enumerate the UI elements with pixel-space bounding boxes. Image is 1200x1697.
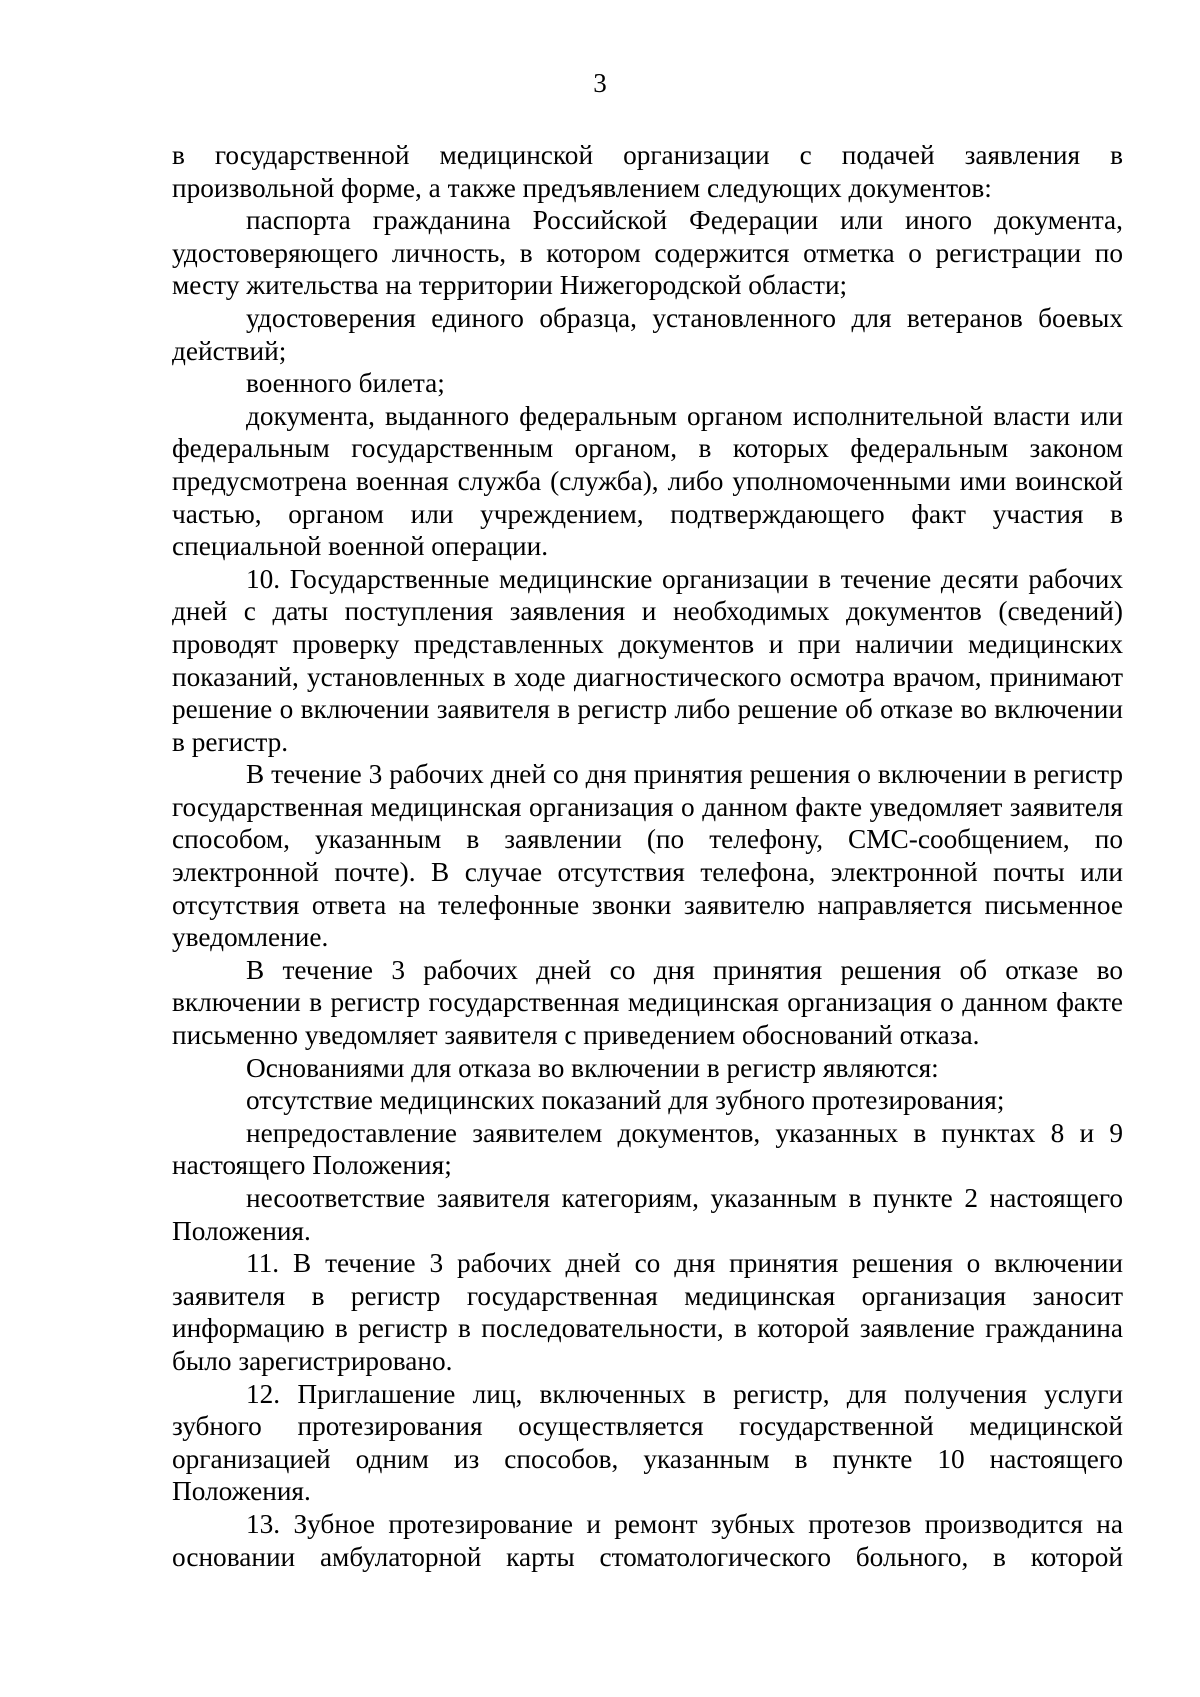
paragraph-military-id: военного билета; [246, 368, 445, 399]
paragraph-inclusion-notice: В течение 3 рабочих дней со дня принятия решения о включении в регистр государственная медицинская организация о данном факте уведомляет заявителя способом, указанным в заявлении (по телефону, СМС-сообщением, по электронной почте). В случае отсутствия телефона, электронной почты или отсутствия ответа на телефонные звонки заявителю направляется письменное уведомление. [172, 759, 1123, 953]
paragraph-item-12: 12. Приглашение лиц, включенных в регистр, для получения услуги зубного протезирования осуществляется государственной медицинской организацией одним из способов, указанным в пункте 10 настоящего Положения. [172, 1378, 1123, 1507]
paragraph-ground-category-mismatch: несоответствие заявителя категориям, указанным в пункте 2 настоящего Положения. [172, 1183, 1123, 1246]
paragraph-item-10: 10. Государственные медицинские организации в течение десяти рабочих дней с даты поступления заявления и необходимых документов (сведений) проводят проверку представленных документов и при наличии медицинских показаний, установленных в ходе диагностического осмотра врачом, принимают решение о включении заявителя в регистр либо решение об отказе во включении в регистр. [172, 563, 1123, 757]
paragraph-veteran-certificate: удостоверения единого образца, установленного для ветеранов боевых действий; [172, 302, 1123, 366]
document-body [172, 139, 1123, 1573]
paragraph-ground-no-documents: непредоставление заявителем документов, указанных в пунктах 8 и 9 настоящего Положения; [172, 1117, 1123, 1181]
paragraph-ground-no-indications: отсутствие медицинских показаний для зубного протезирования; [246, 1085, 1005, 1116]
paragraph-application-intro: в государственной медицинской организации с подачей заявления в произвольной форме, а также предъявлением следующих документов: [172, 140, 1123, 203]
paragraph-refusal-grounds: Основаниями для отказа во включении в регистр являются: [246, 1052, 939, 1083]
paragraph-passport: паспорта гражданина Российской Федерации или иного документа, удостоверяющего личность, в котором содержится отметка о регистрации по месту жительства на территории Нижегородской области; [172, 205, 1123, 301]
paragraph-item-13: 13. Зубное протезирование и ремонт зубных протезов производится на основании амбулаторной карты стоматологического больного, в которой [172, 1508, 1123, 1572]
paragraph-federal-document: документа, выданного федеральным органом исполнительной власти или федеральным государственным органом, в которых федеральным законом предусмотрена военная служба (служба), либо уполномоченными ими воинской частью, органом или учреждением, подтверждающего факт участия в специальной военной операции. [172, 400, 1123, 562]
page-number: 3 [593, 68, 607, 98]
paragraph-item-11: 11. В течение 3 рабочих дней со дня принятия решения о включении заявителя в регистр государственная медицинская организация заносит информацию в регистр в последовательности, в которой заявление гражданина было зарегистрировано. [172, 1248, 1123, 1376]
paragraph-refusal-notice: В течение 3 рабочих дней со дня принятия решения об отказе во включении в регистр государственная медицинская организация о данном факте письменно уведомляет заявителя с приведением обоснований отказа. [172, 954, 1123, 1051]
